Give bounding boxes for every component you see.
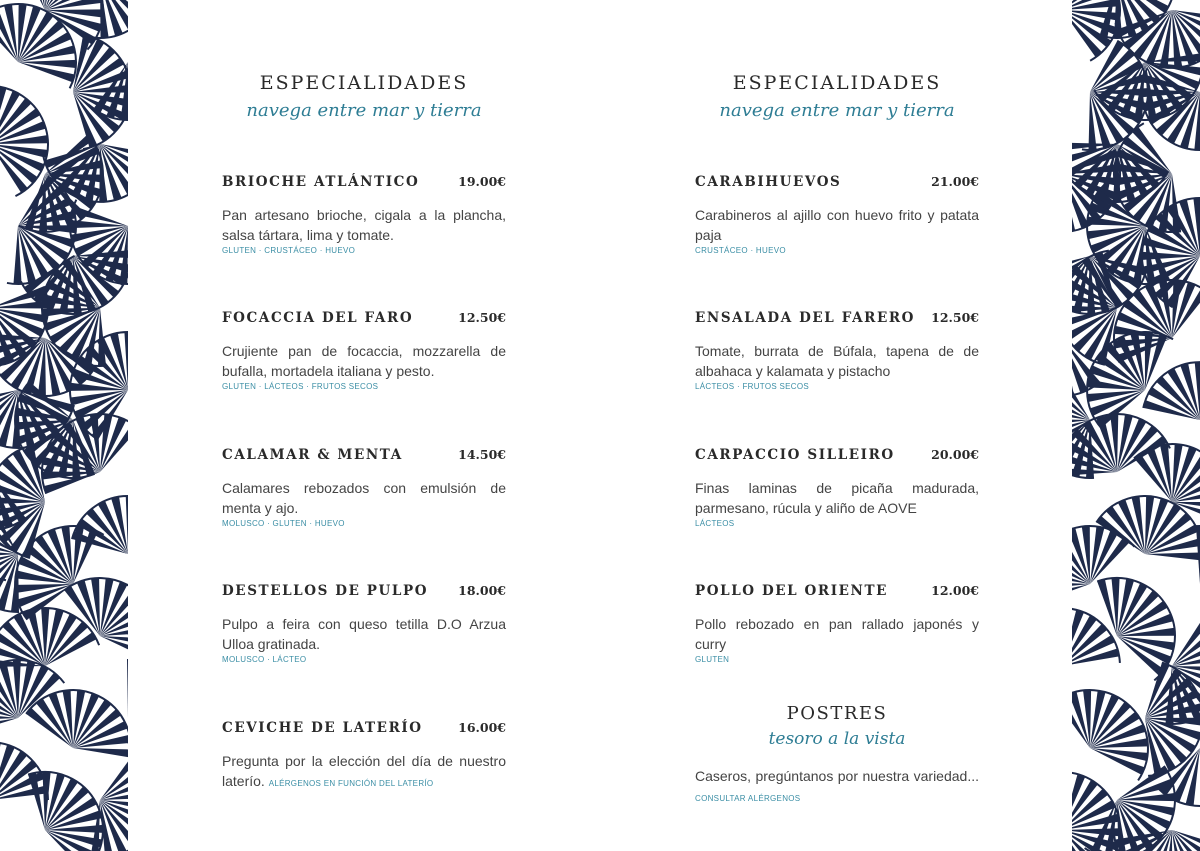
menu-item-allergens: LÁCTEOS: [695, 519, 735, 528]
menu-item: [222, 583, 506, 665]
menu-item-name: BRIOCHE ATLÁNTICO: [222, 174, 420, 190]
menu-item-name: POLLO DEL ORIENTE: [695, 583, 889, 599]
menu-item-name: CEVICHE DE LATERÍO: [222, 720, 423, 736]
menu-item-name: CARABIHUEVOS: [695, 174, 842, 190]
menu-item-description: [222, 751, 506, 794]
menu-item: [695, 447, 979, 529]
menu-item-price: 19.00€: [458, 174, 506, 189]
menu-item-description: Carabineros al ajillo con huevo frito y patata paja: [695, 207, 979, 243]
menu-item-price: 20.00€: [931, 447, 979, 462]
scallop-shell-pattern: [0, 0, 128, 851]
menu-item-allergens: MOLUSCO · GLUTEN · HUEVO: [222, 519, 345, 528]
scallop-shell-icon: [75, 749, 128, 851]
menu-item: [695, 174, 979, 256]
menu-item-name: DESTELLOS DE PULPO: [222, 583, 429, 599]
section-heading: ESPECIALIDADES: [259, 72, 469, 94]
desserts-heading: POSTRES: [786, 703, 888, 724]
menu-item-description: Crujiente pan de focaccia, mozzarella de bufalla, mortadela italiana y pesto.: [222, 343, 506, 379]
menu-item-description: Calamares rebozados con emulsión de menta y ajo.: [222, 480, 506, 516]
desserts-subheading: tesoro a la vista: [768, 729, 906, 749]
menu-item-name: CALAMAR & MENTA: [222, 447, 403, 463]
desserts-description: [695, 766, 979, 809]
desserts-description-text: Caseros, pregúntanos por nuestra variedad...: [695, 768, 979, 784]
menu-item-price: 21.00€: [931, 174, 979, 189]
menu-item: [695, 310, 979, 392]
menu-item-price: 14.50€: [458, 447, 506, 462]
menu-item-price: 12.50€: [931, 310, 979, 325]
menu-item-price: 16.00€: [458, 720, 506, 735]
section-subheading: navega entre mar y tierra: [246, 100, 482, 121]
menu-item-description: Pollo rebozado en pan rallado japonés y curry: [695, 616, 979, 652]
menu-item-description-text: Pregunta por la elección del día de nuestro laterío.: [222, 753, 506, 789]
menu-item-allergens: GLUTEN · LÁCTEOS · FRUTOS SECOS: [222, 382, 379, 391]
menu-item-description: Tomate, burrata de Búfala, tapena de de albahaca y kalamata y pistacho: [695, 343, 979, 379]
menu-item: [222, 310, 506, 392]
section-subheading: navega entre mar y tierra: [719, 100, 955, 121]
menu-item-price: 12.50€: [458, 310, 506, 325]
menu-item: [695, 583, 979, 665]
menu-item-description: Finas laminas de picaña madurada, parmesano, rúcula y aliño de AOVE: [695, 480, 979, 516]
menu-item-description: Pan artesano brioche, cigala a la plancha, salsa tártara, lima y tomate.: [222, 207, 506, 243]
left-decorative-border: [0, 0, 128, 851]
scallop-shell-pattern: [1072, 0, 1200, 851]
scallop-shell-icon: [1072, 402, 1172, 486]
menu-item-name: FOCACCIA DEL FARO: [222, 310, 414, 326]
menu-item-allergens: GLUTEN · CRUSTÁCEO · HUEVO: [222, 246, 356, 255]
menu-item: [222, 720, 506, 794]
menu-item-description: Pulpo a feira con queso tetilla D.O Arzua Ulloa gratinada.: [222, 616, 506, 652]
menu-item-price: 18.00€: [458, 583, 506, 598]
section-heading: ESPECIALIDADES: [732, 72, 942, 94]
menu-item-allergens: MOLUSCO · LÁCTEO: [222, 655, 307, 664]
menu-item: [222, 174, 506, 256]
menu-item-allergens: CRUSTÁCEO · HUEVO: [695, 246, 786, 255]
menu-item-name: ENSALADA DEL FARERO: [695, 310, 916, 326]
right-decorative-border: [1072, 0, 1200, 851]
menu-item-name: CARPACCIO SILLEIRO: [695, 447, 895, 463]
menu-item-allergens: GLUTEN: [695, 655, 730, 664]
menu-item-price: 12.00€: [931, 583, 979, 598]
desserts-allergens: CONSULTAR ALÉRGENOS: [695, 794, 801, 803]
menu-item-allergens: LÁCTEOS · FRUTOS SECOS: [695, 382, 810, 391]
menu-item-allergens: ALÉRGENOS EN FUNCIÓN DEL LATERÍO: [268, 779, 434, 788]
menu-item: [222, 447, 506, 529]
